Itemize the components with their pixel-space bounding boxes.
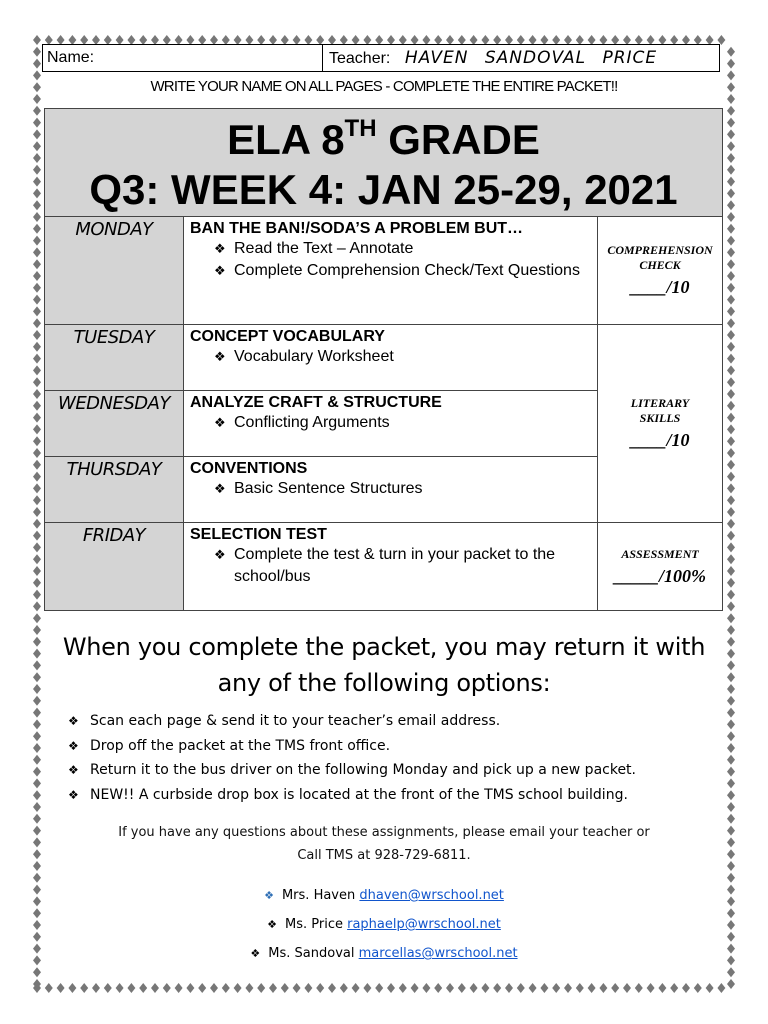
name-field[interactable] <box>43 45 323 71</box>
return-option: ❖ Return it to the bus driver on the following Monday and pick up a new packet. <box>68 758 724 783</box>
diamond-bullet-icon: ❖ <box>264 889 274 902</box>
task-monday <box>184 217 598 325</box>
task-thursday <box>184 457 598 523</box>
task-item: ❖ Basic Sentence Structures <box>214 478 597 500</box>
day-friday: FRIDAY <box>45 523 184 611</box>
task-title: CONVENTIONS <box>190 460 308 477</box>
task-title: CONCEPT VOCABULARY <box>190 328 385 345</box>
score-literary-value: ____/10 <box>630 430 690 450</box>
schedule-table <box>44 108 723 611</box>
task-wednesday <box>184 391 598 457</box>
email-link[interactable]: marcellas@wrschool.net <box>358 946 518 961</box>
day-thursday: THURSDAY <box>45 457 184 523</box>
email-link[interactable]: dhaven@wrschool.net <box>359 888 504 903</box>
diamond-bullet-icon: ❖ <box>267 918 277 931</box>
title-line-1: ELA 8TH GRADE <box>227 115 540 163</box>
instructions: WRITE YOUR NAME ON ALL PAGES - COMPLETE THE ENTIRE PACKET!! <box>150 78 618 95</box>
teacher-contact: ❖ Ms. Sandoval marcellas@wrschool.net <box>250 946 518 961</box>
task-item: ❖ Complete the test & turn in your packet to the school/bus <box>214 544 597 588</box>
task-friday <box>184 523 598 611</box>
score-comprehension-value: ____/10 <box>630 277 690 297</box>
task-item: ❖ Conflicting Arguments <box>214 412 597 434</box>
score-assessment-value: _____/100% <box>614 565 706 586</box>
return-option: ❖ Scan each page & send it to your teacher’s email address. <box>68 709 724 734</box>
score-assessment: ASSESSMENT _____/100% <box>598 523 723 611</box>
return-option: ❖ NEW!! A curbside drop box is located at the front of the TMS school building. <box>68 783 724 808</box>
task-title: BAN THE BAN!/SODA’S A PROBLEM BUT… <box>190 220 524 237</box>
task-title: ANALYZE CRAFT & STRUCTURE <box>190 394 442 411</box>
diamond-bullet-icon: ❖ <box>250 947 261 960</box>
name-teacher-row <box>42 44 720 72</box>
task-title: SELECTION TEST <box>190 526 327 543</box>
teacher-label: Teacher: <box>329 50 391 67</box>
return-heading: When you complete the packet, you may return it with any of the following options: <box>62 633 706 697</box>
teacher-contact: ❖ Mrs. Haven dhaven@wrschool.net <box>264 888 504 903</box>
day-wednesday: WEDNESDAY <box>45 391 184 457</box>
score-comprehension: COMPREHENSION CHECK ____/10 <box>598 217 723 325</box>
teacher-contact: ❖ Ms. Price raphaelp@wrschool.net <box>267 917 501 932</box>
contact-note: If you have any questions about these assignments, please email your teacher or Call TMS at 928-729-6811. <box>118 825 650 863</box>
task-item: ❖ Read the Text – Annotate <box>214 238 597 260</box>
packet-title <box>45 109 723 217</box>
email-link[interactable]: raphaelp@wrschool.net <box>347 917 501 932</box>
task-item: ❖ Complete Comprehension Check/Text Questions <box>214 260 597 282</box>
packet-page <box>44 44 724 968</box>
task-tuesday <box>184 325 598 391</box>
teacher-names: HAVEN SANDOVAL PRICE <box>404 48 658 68</box>
title-line-2: Q3: WEEK 4: JAN 25-29, 2021 <box>89 166 678 213</box>
name-label: Name: <box>47 49 95 66</box>
day-monday: MONDAY <box>45 217 184 325</box>
task-item: ❖ Vocabulary Worksheet <box>214 346 597 368</box>
score-literary: LITERARY SKILLS ____/10 <box>598 325 723 523</box>
teacher-field <box>323 45 719 71</box>
teacher-email-list <box>44 881 724 968</box>
return-option: ❖ Drop off the packet at the TMS front office. <box>68 734 724 759</box>
day-tuesday: TUESDAY <box>45 325 184 391</box>
return-options-list <box>44 709 724 807</box>
